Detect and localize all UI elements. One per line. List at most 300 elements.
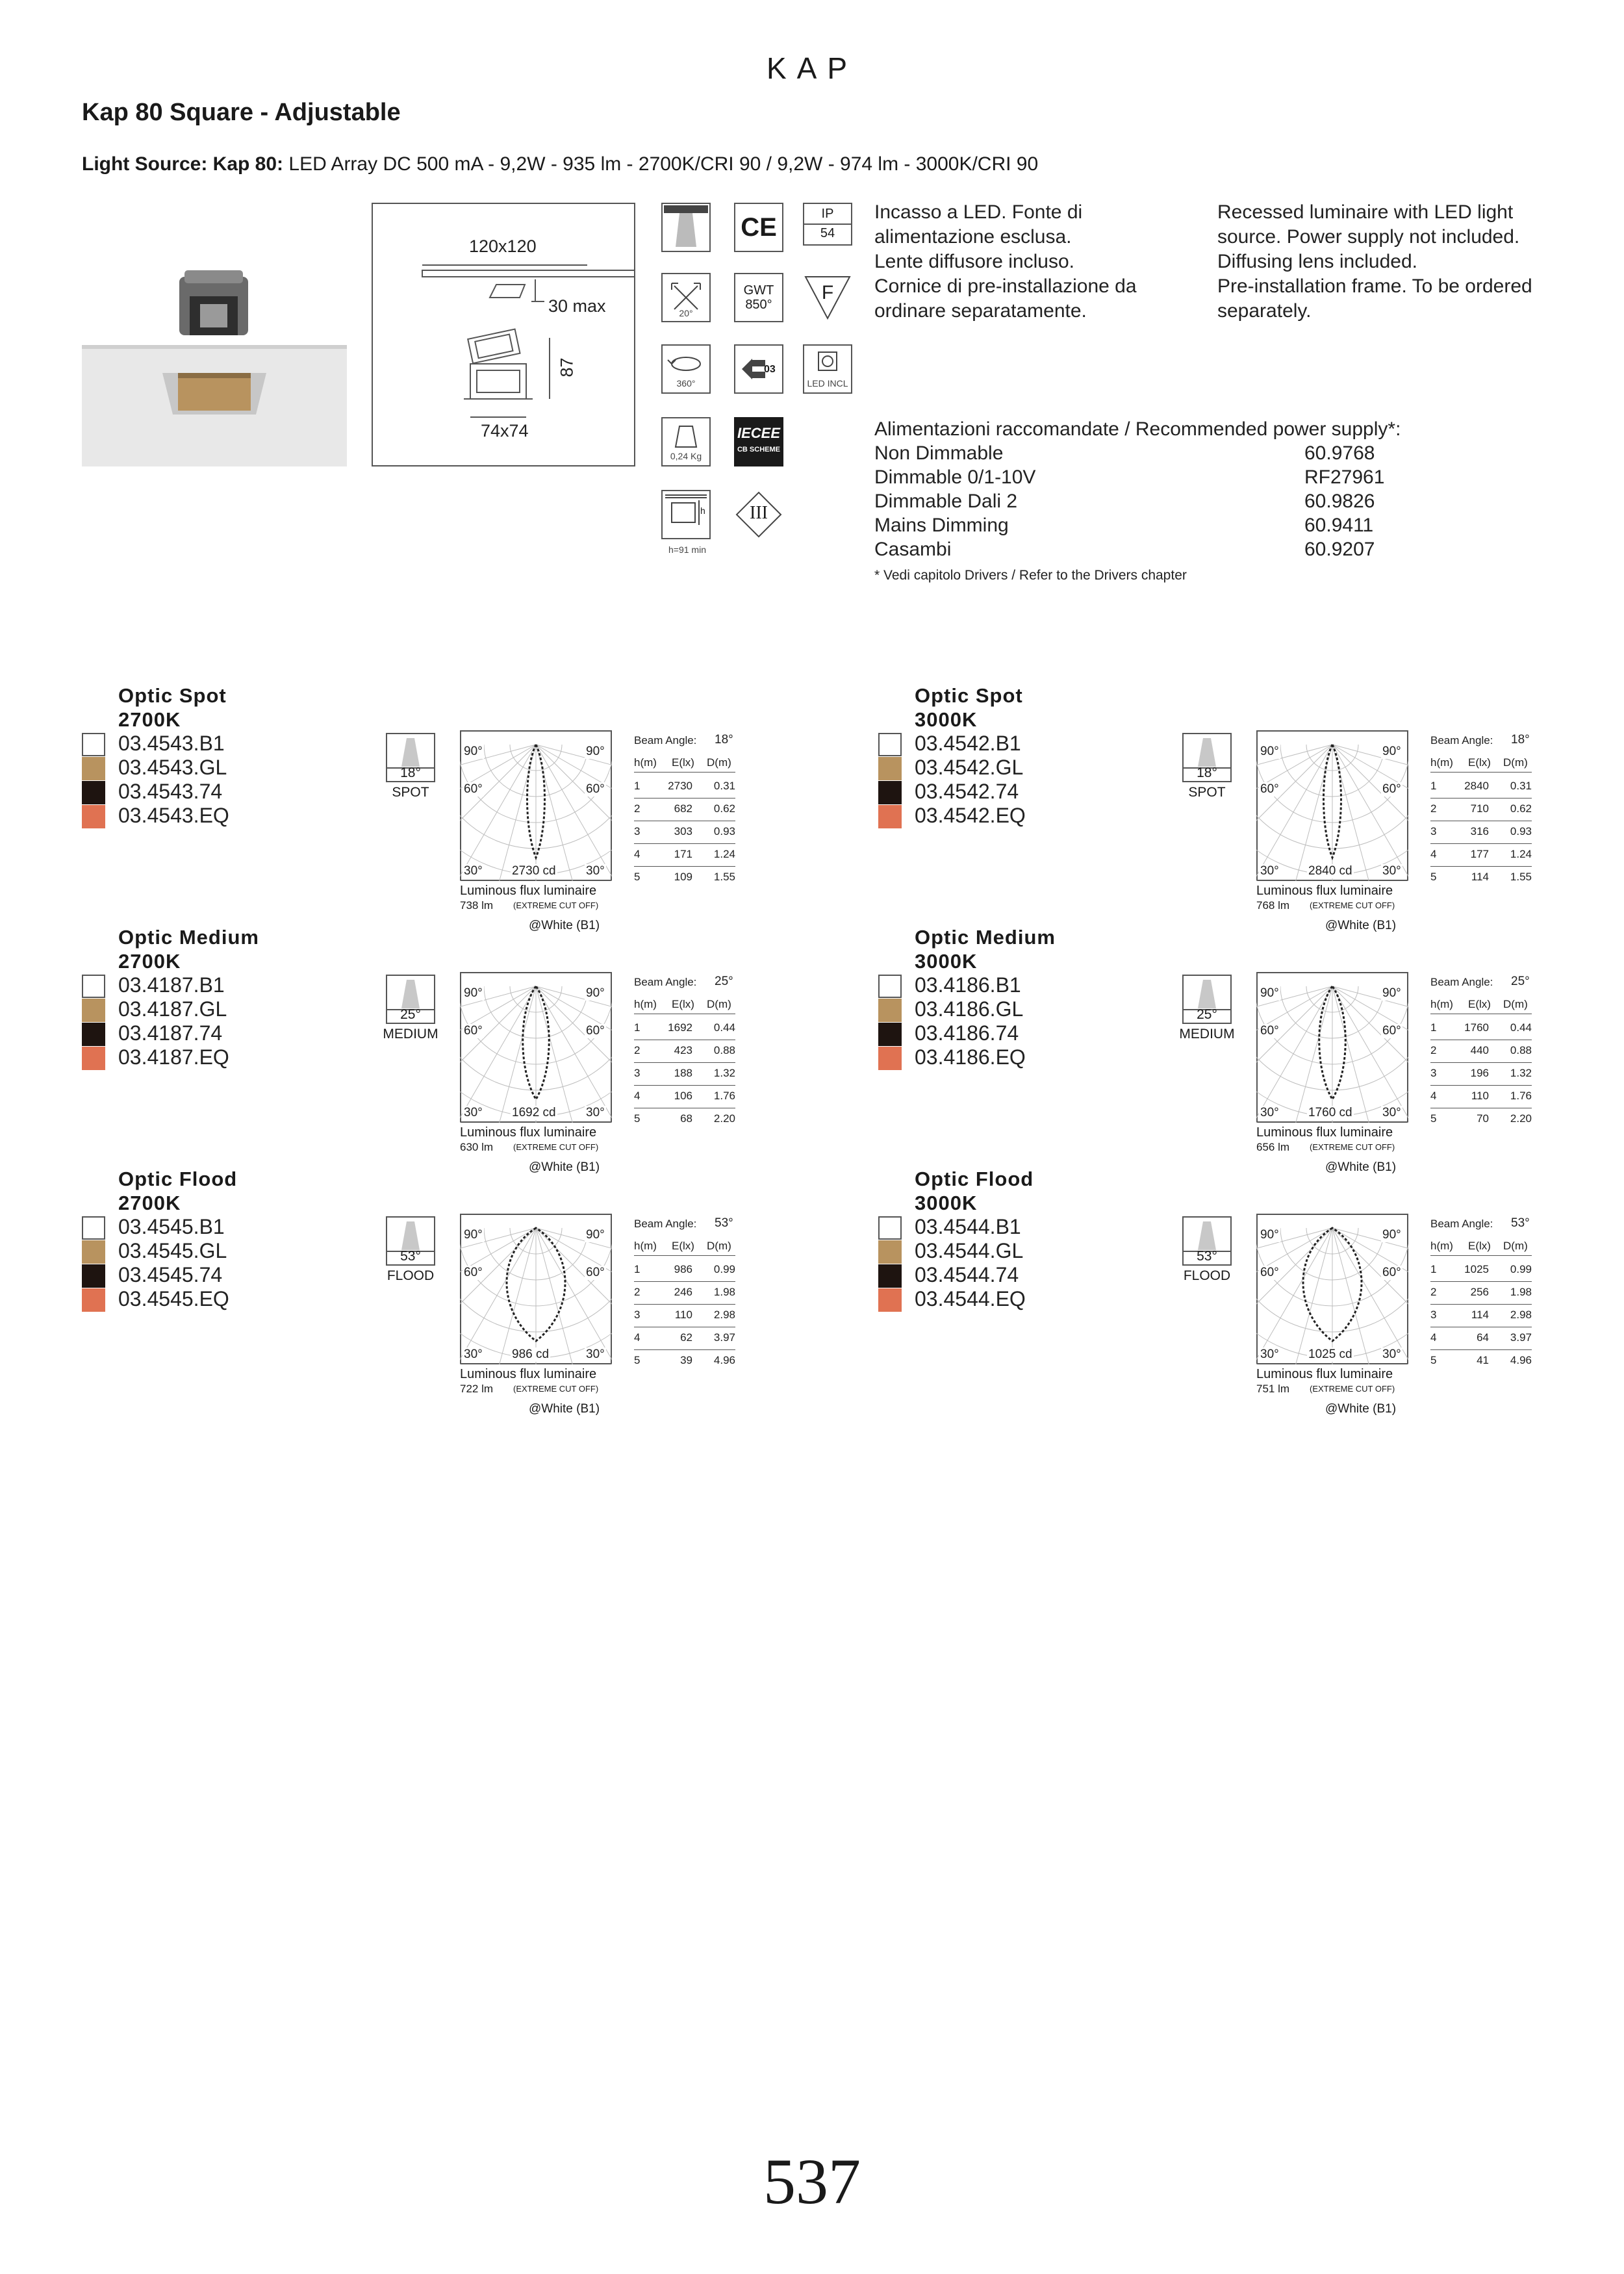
beam-type-label: MEDIUM [383,1027,438,1041]
optic-cct: 3000K [915,950,978,973]
height-value: 4 [1430,848,1437,860]
optic-title: Optic Medium [915,926,1056,949]
product-code: 03.4186.B1 [915,973,1021,997]
description-english: Recessed luminaire with LED light source. Power supply not included. Diffusing lens included. Pre-installation frame. To be ordered separately. [1217,201,1532,322]
finish-swatch [82,757,105,780]
beam-type-label: SPOT [392,785,429,800]
photometric-table [1430,734,1532,890]
illuminance-value: 1760 [1464,1021,1489,1034]
product-code: 03.4545.74 [118,1263,223,1286]
product-code: 03.4542.74 [915,780,1019,803]
illuminance-value: 1025 [1464,1263,1489,1275]
height-value: 5 [1430,871,1437,883]
finish-swatch [878,1023,902,1046]
optic-cct: 3000K [915,1192,978,1214]
diameter-value: 3.97 [713,1331,735,1344]
beam-angle-value: 18° [1511,733,1530,747]
product-code: 03.4186.GL [915,997,1024,1021]
angle-label-90: 90° [1260,745,1279,758]
table-row [634,1350,735,1372]
beam-type-label: FLOOD [1183,1268,1231,1283]
diameter-column-header: D(m) [1503,1240,1528,1252]
illuminance-value: 171 [674,848,692,860]
optic-title: Optic Spot [915,684,1023,707]
product-code: 03.4545.EQ [118,1287,229,1310]
white-finish-label: @White (B1) [529,1402,600,1416]
height-value: 2 [634,1286,641,1298]
height-value: 1 [634,780,641,792]
finish-swatch [878,1240,902,1264]
product-title: Kap 80 Square - Adjustable [82,99,401,126]
photometric-table [634,734,735,890]
illuminance-value: 710 [1470,802,1489,815]
illuminance-value: 64 [1477,1331,1489,1344]
illuminance-value: 68 [680,1112,692,1125]
finish-swatch [878,733,902,756]
product-code: 03.4542.GL [915,756,1024,779]
angle-label-90: 90° [586,986,605,1000]
diameter-value: 1.32 [713,1067,735,1079]
luminous-flux-value: 630 lm [460,1141,494,1153]
angle-label-90: 90° [1382,745,1401,758]
light-source-line [82,153,1038,175]
illuminance-column-header: E(lx) [1468,1240,1491,1252]
finish-swatch [878,781,902,804]
illuminance-value: 41 [1477,1354,1489,1366]
power-supply-code: 60.9826 [1304,491,1375,512]
product-code: 03.4542.B1 [915,732,1021,755]
finish-swatch [82,975,105,998]
height-value: 1 [1430,1021,1437,1034]
angle-label-60: 60° [1260,1024,1279,1038]
diameter-value: 1.24 [713,848,735,860]
beam-angle-label: Beam Angle: [634,734,697,747]
iecee-icon: IECEE CB SCHEME [734,417,783,466]
luminous-flux-value: 722 lm [460,1383,494,1395]
height-value: 4 [1430,1331,1437,1344]
product-code: 03.4187.GL [118,997,227,1021]
diameter-value: 2.20 [713,1112,735,1125]
beam-angle-label: Beam Angle: [1430,976,1493,988]
optic-title: Optic Flood [118,1168,238,1190]
height-value: 2 [1430,1286,1437,1298]
optic-cct: 2700K [118,950,181,973]
rotation-icon: 360° [661,344,711,394]
beam-angle-value: 18° [1197,765,1217,780]
power-supply-label: Dimmable Dali 2 [874,491,1018,512]
optic-cct: 2700K [118,708,181,731]
angle-label-60: 60° [1382,782,1401,796]
table-row [634,844,735,867]
height-column-header: h(m) [1430,756,1453,769]
product-code: 03.4187.74 [118,1021,223,1045]
angle-label-60: 60° [1260,782,1279,796]
power-supply-label: Dimmable 0/1-10V [874,466,1036,488]
illuminance-value: 110 [674,1309,692,1321]
product-code: 03.4544.EQ [915,1287,1026,1310]
beam-angle-value: 25° [1197,1007,1217,1022]
finish-swatch [878,1264,902,1288]
angle-label-30: 30° [586,864,605,878]
angle-label-90: 90° [1382,1228,1401,1242]
diameter-value: 0.31 [1510,780,1532,792]
height-column-header: h(m) [1430,1240,1453,1252]
illuminance-value: 256 [1470,1286,1489,1298]
angle-label-60: 60° [464,1266,483,1279]
finish-swatch [878,1216,902,1240]
table-row [1430,1040,1532,1063]
angle-label-60: 60° [586,782,605,796]
white-finish-label: @White (B1) [1325,1160,1397,1174]
height-value: 5 [634,1112,641,1125]
table-row [634,1108,735,1131]
finish-swatch [878,757,902,780]
optic-title: Optic Medium [118,926,259,949]
diameter-column-header: D(m) [707,998,731,1010]
product-code: 03.4186.74 [915,1021,1019,1045]
product-code: 03.4544.74 [915,1263,1019,1286]
f-mark-icon: F [803,273,852,322]
table-header [1430,995,1532,1014]
table-row [1430,798,1532,821]
angle-label-90: 90° [464,745,483,758]
luminous-flux-value: 656 lm [1256,1141,1290,1153]
illuminance-value: 2840 [1464,780,1489,792]
diameter-value: 0.62 [1510,802,1532,815]
table-header [1430,754,1532,773]
illuminance-value: 196 [1470,1067,1489,1079]
downlight-icon [661,203,711,252]
illuminance-column-header: E(lx) [1468,756,1491,769]
angle-label-30: 30° [1382,1348,1401,1361]
illuminance-value: 682 [674,802,692,815]
height-value: 5 [634,871,641,883]
diameter-value: 3.97 [1510,1331,1532,1344]
beam-angle-label: Beam Angle: [634,976,697,988]
diameter-column-header: D(m) [1503,756,1528,769]
beam-type-label: MEDIUM [1179,1027,1235,1041]
height-value: 3 [634,825,641,837]
beam-angle-value: 53° [715,1216,733,1230]
luminous-flux-value: 751 lm [1256,1383,1290,1395]
height-column-header: h(m) [634,756,657,769]
angle-label-90: 90° [1260,986,1279,1000]
luminous-flux-label: Luminous flux luminaire [460,1367,597,1381]
table-row [1430,1282,1532,1305]
peak-intensity: 2730 cd [512,864,556,878]
dimension-drawing [372,203,635,466]
cut-off-label: (EXTREME CUT OFF) [1310,1142,1395,1152]
table-row [1430,1086,1532,1108]
weight-icon: 0,24 Kg [661,417,711,466]
illuminance-column-header: E(lx) [672,1240,694,1252]
angle-label-30: 30° [1382,864,1401,878]
diameter-value: 0.62 [713,802,735,815]
height-value: 5 [634,1354,641,1366]
cut-off-label: (EXTREME CUT OFF) [513,1142,599,1152]
dim-height: 87 [557,357,577,377]
diameter-value: 1.24 [1510,848,1532,860]
illuminance-value: 188 [674,1067,692,1079]
ip-rating-icon: IP 54 [803,203,852,246]
illuminance-value: 114 [1471,1309,1489,1321]
finish-swatch [82,781,105,804]
angle-label-90: 90° [464,1228,483,1242]
finish-swatch [878,805,902,828]
optic-cct: 2700K [118,1192,181,1214]
table-row [1430,776,1532,798]
peak-intensity: 2840 cd [1308,864,1352,878]
angle-label-60: 60° [1382,1024,1401,1038]
height-value: 1 [634,1021,641,1034]
table-row [634,867,735,889]
luminous-flux-label: Luminous flux luminaire [1256,884,1393,898]
beam-angle-value: 53° [400,1249,421,1264]
finish-swatch [82,805,105,828]
table-row [1430,1327,1532,1350]
table-row [634,1327,735,1350]
diameter-value: 1.32 [1510,1067,1532,1079]
finish-swatch [878,999,902,1022]
diameter-value: 2.98 [1510,1309,1532,1321]
angle-label-30: 30° [586,1106,605,1119]
height-column-header: h(m) [1430,998,1453,1010]
diameter-value: 0.93 [1510,825,1532,837]
angle-label-60: 60° [586,1024,605,1038]
white-finish-label: @White (B1) [1325,1402,1397,1416]
illuminance-value: 177 [1470,848,1489,860]
product-code: 03.4543.B1 [118,732,225,755]
table-row [1430,1305,1532,1327]
luminous-flux-label: Luminous flux luminaire [460,1125,597,1140]
beam-angle-value: 25° [400,1007,421,1022]
angle-label-30: 30° [1260,1106,1279,1119]
illuminance-value: 316 [1470,825,1489,837]
illuminance-value: 1692 [668,1021,692,1034]
beam-angle-label: Beam Angle: [1430,734,1493,747]
optic-cct: 3000K [915,708,978,731]
finish-swatch [82,733,105,756]
diameter-value: 2.98 [713,1309,735,1321]
table-header [634,754,735,773]
table-row [1430,1259,1532,1282]
height-value: 2 [1430,802,1437,815]
power-supply-code: 60.9207 [1304,539,1375,560]
diameter-value: 1.98 [713,1286,735,1298]
table-row [1430,1017,1532,1040]
height-column-header: h(m) [634,998,657,1010]
table-row [634,1259,735,1282]
white-finish-label: @White (B1) [529,919,600,932]
luminous-flux-value: 768 lm [1256,899,1290,912]
white-finish-label: @White (B1) [1325,919,1397,932]
table-row [1430,1108,1532,1131]
table-row [1430,867,1532,889]
power-supply-code: 60.9768 [1304,442,1375,464]
product-code: 03.4187.EQ [118,1045,229,1069]
angle-label-60: 60° [1382,1266,1401,1279]
beam-angle-value: 18° [715,733,733,747]
diameter-value: 1.98 [1510,1286,1532,1298]
illuminance-value: 986 [674,1263,692,1275]
page-number: 537 [763,2145,861,2217]
dim-top: 120x120 [469,236,537,256]
hmin-label: h=91 min [668,544,706,555]
height-value: 4 [634,848,641,860]
finish-swatch [82,1047,105,1070]
height-value: 5 [1430,1112,1437,1125]
finish-swatch [878,1288,902,1312]
finish-swatch [82,1240,105,1264]
height-value: 3 [1430,1309,1437,1321]
illuminance-value: 246 [674,1286,692,1298]
height-value: 2 [1430,1044,1437,1056]
angle-label-30: 30° [464,1348,483,1361]
diameter-value: 4.96 [713,1354,735,1366]
illuminance-value: 70 [1477,1112,1489,1125]
table-row [634,1017,735,1040]
finish-swatch [82,1288,105,1312]
finish-swatch [878,975,902,998]
product-code: 03.4544.GL [915,1239,1024,1262]
diameter-value: 0.44 [1510,1021,1532,1034]
diameter-value: 4.96 [1510,1354,1532,1366]
cut-off-label: (EXTREME CUT OFF) [513,1384,599,1394]
illuminance-value: 303 [674,825,692,837]
diameter-column-header: D(m) [707,756,731,769]
table-row [1430,1350,1532,1372]
height-value: 1 [1430,1263,1437,1275]
illuminance-value: 2730 [668,780,692,792]
height-value: 1 [634,1263,641,1275]
angle-label-90: 90° [586,1228,605,1242]
peak-intensity: 1692 cd [512,1106,556,1119]
table-row [634,1282,735,1305]
power-supply-note: * Vedi capitolo Drivers / Refer to the Drivers chapter [874,568,1187,583]
height-value: 4 [634,1331,641,1344]
diameter-value: 0.44 [713,1021,735,1034]
table-row [1430,844,1532,867]
height-value: 2 [634,1044,641,1056]
height-column-header: h(m) [634,1240,657,1252]
product-code: 03.4187.B1 [118,973,225,997]
photometric-table [1430,1218,1532,1373]
height-value: 1 [1430,780,1437,792]
angle-label-30: 30° [1382,1106,1401,1119]
optic-title: Optic Spot [118,684,227,707]
beam-angle-value: 53° [1197,1249,1217,1264]
height-value: 3 [634,1067,641,1079]
beam-angle-value: 25° [715,975,733,988]
installation-height-icon: h [661,490,711,539]
diameter-value: 1.76 [713,1090,735,1102]
product-code: 03.4543.GL [118,756,227,779]
illuminance-value: 114 [1471,871,1489,883]
height-value: 4 [634,1090,641,1102]
beam-angle-value: 18° [400,765,421,780]
diameter-value: 0.99 [713,1263,735,1275]
peak-intensity: 1025 cd [1308,1348,1352,1361]
angle-label-30: 30° [464,864,483,878]
illuminance-column-header: E(lx) [1468,998,1491,1010]
angle-label-30: 30° [464,1106,483,1119]
height-value: 2 [634,802,641,815]
diameter-value: 1.55 [713,871,735,883]
finish-swatch [82,1216,105,1240]
luminous-flux-label: Luminous flux luminaire [1256,1125,1393,1140]
product-code: 03.4543.EQ [118,804,229,827]
angle-label-60: 60° [586,1266,605,1279]
dim-bottom: 74x74 [481,421,529,441]
illuminance-column-header: E(lx) [672,756,694,769]
diameter-column-header: D(m) [707,1240,731,1252]
cut-off-label: (EXTREME CUT OFF) [513,901,599,910]
power-supply-label: Non Dimmable [874,442,1004,464]
product-photo [82,257,347,466]
dim-max: 30 max [548,296,606,316]
ce-icon: CE [734,203,783,252]
finish-swatch [878,1047,902,1070]
power-supply-label: Mains Dimming [874,515,1009,536]
table-row [1430,821,1532,844]
peak-intensity: 1760 cd [1308,1106,1352,1119]
cut-off-label: (EXTREME CUT OFF) [1310,901,1395,910]
angle-label-60: 60° [464,1024,483,1038]
white-finish-label: @White (B1) [529,1160,600,1174]
angle-label-90: 90° [586,745,605,758]
peak-intensity: 986 cd [512,1348,550,1361]
photometric-table [634,976,735,1132]
finish-swatch [82,1023,105,1046]
diameter-value: 0.88 [713,1044,735,1056]
angle-label-90: 90° [464,986,483,1000]
power-supply-heading: Alimentazioni raccomandate / Recommended power supply*: [874,418,1401,440]
luminous-flux-label: Luminous flux luminaire [1256,1367,1393,1381]
table-row [634,1305,735,1327]
table-row [1430,1063,1532,1086]
table-row [634,1086,735,1108]
photometric-table [1430,976,1532,1132]
table-row [634,821,735,844]
beam-angle-label: Beam Angle: [634,1218,697,1230]
cut-off-label: (EXTREME CUT OFF) [1310,1384,1395,1394]
angle-label-30: 30° [1260,864,1279,878]
illuminance-value: 62 [680,1331,692,1344]
diameter-column-header: D(m) [1503,998,1528,1010]
diameter-value: 0.31 [713,780,735,792]
table-row [634,776,735,798]
illuminance-column-header: E(lx) [672,998,694,1010]
product-code: 03.4186.EQ [915,1045,1026,1069]
illuminance-value: 109 [674,871,692,883]
optic-title: Optic Flood [915,1168,1034,1190]
power-supply-code: 60.9411 [1304,515,1374,536]
diameter-value: 1.76 [1510,1090,1532,1102]
angle-label-90: 90° [1382,986,1401,1000]
tilt-icon: 20° [661,273,711,322]
beam-angle-value: 53° [1511,1216,1530,1230]
angle-label-30: 30° [1260,1348,1279,1361]
table-header [1430,1237,1532,1256]
height-value: 4 [1430,1090,1437,1102]
luminous-flux-value: 738 lm [460,899,494,912]
power-supply-code: RF27961 [1304,466,1385,488]
finish-swatch [82,1264,105,1288]
finish-swatch [82,999,105,1022]
table-header [634,1237,735,1256]
illuminance-value: 106 [674,1090,692,1102]
description-italian: Incasso a LED. Fonte di alimentazione esclusa. Lente diffusore incluso. Cornice di pre-installazione da ordinare separatamente. [874,201,1137,322]
